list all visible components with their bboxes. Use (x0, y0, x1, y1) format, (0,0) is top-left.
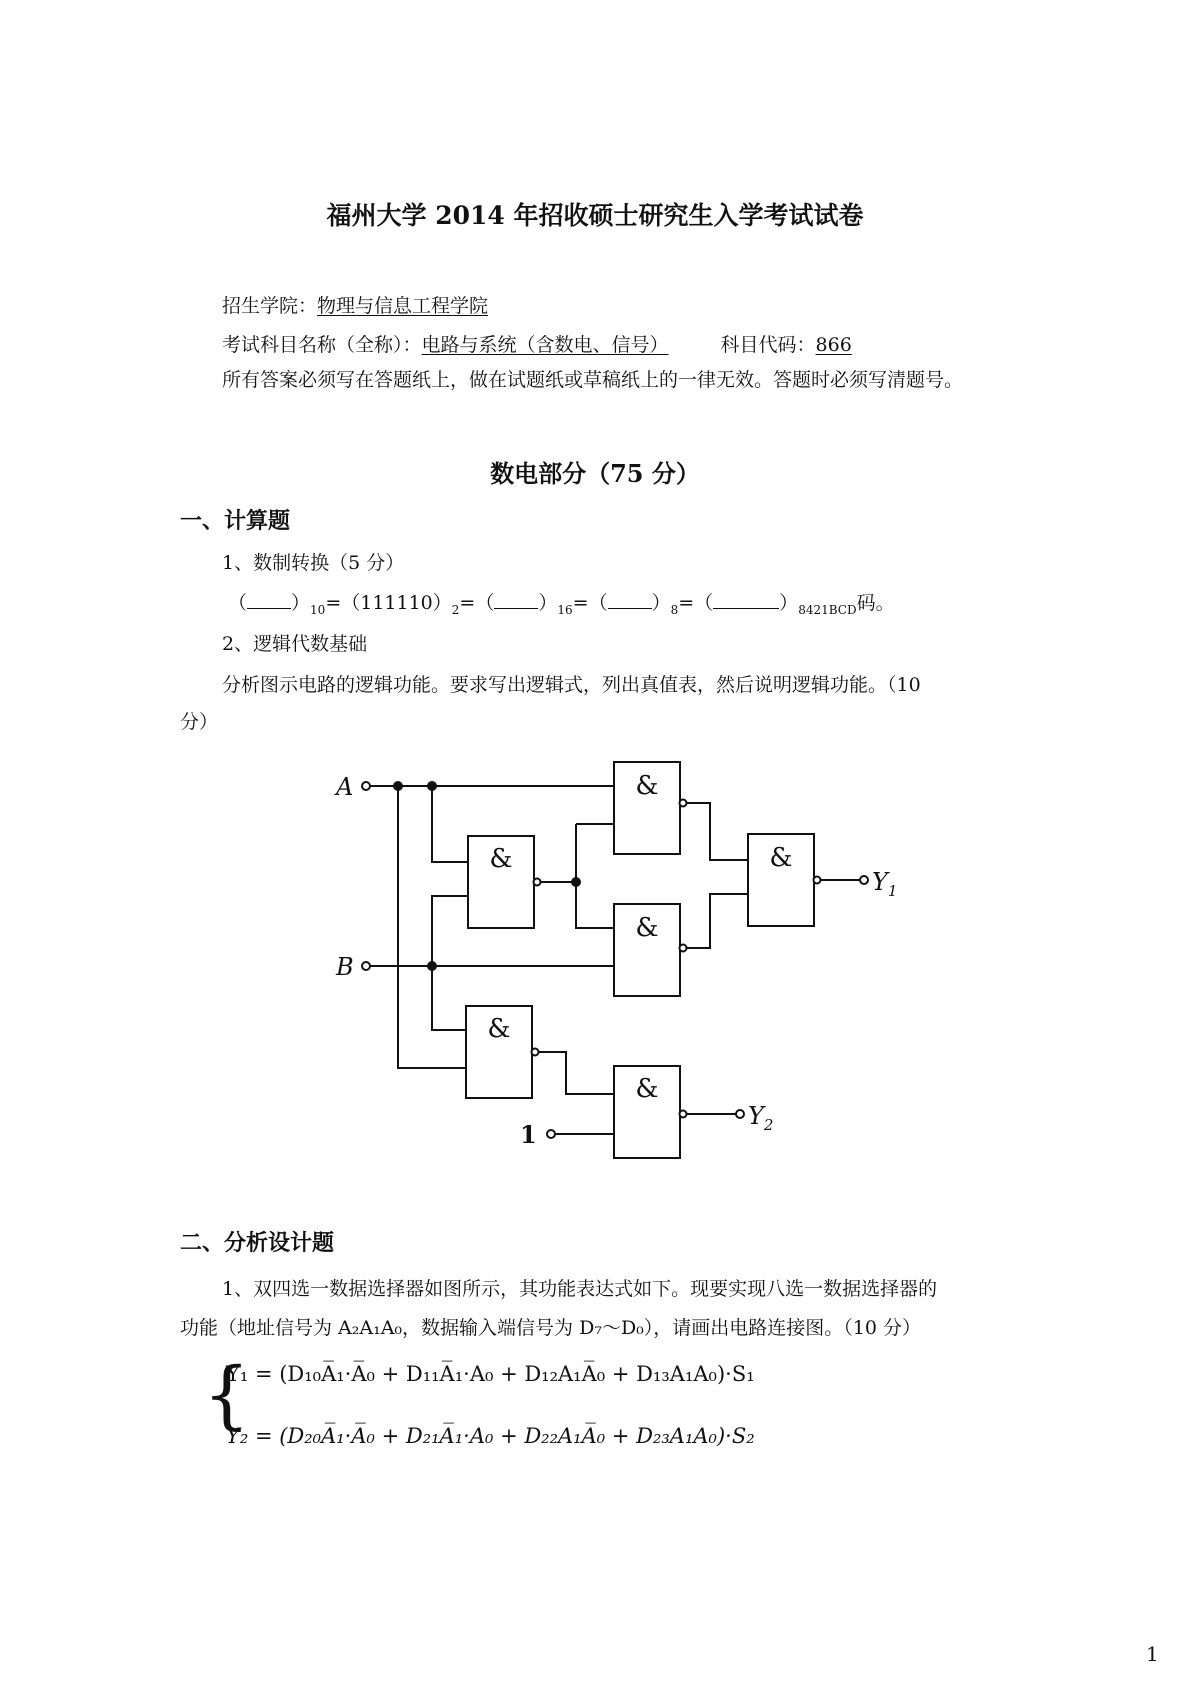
junction-mid (571, 877, 581, 887)
section1-heading: 一、计算题 (180, 508, 291, 534)
sub-10: 10 (310, 603, 326, 617)
s2-q1-line2: 功能（地址信号为 A₂A₁A₀，数据输入端信号为 D₇～D₀），请画出电路连接图。（10 分） (180, 1317, 922, 1339)
wire-lower-out (686, 894, 748, 948)
bubble-bottom-left (532, 1049, 539, 1056)
terminal-one (547, 1130, 555, 1138)
bubble-output2 (680, 1111, 687, 1118)
brace: { (203, 1352, 251, 1438)
label-y2: $Y_2$ (748, 1102, 774, 1134)
q2-text-line1: 分析图示电路的逻辑功能。要求写出逻辑式，列出真值表，然后说明逻辑功能。（10 (222, 674, 921, 696)
terminal-y2 (736, 1110, 744, 1118)
q1-title: 1、数制转换（5 分） (222, 552, 405, 574)
paren-open: （ (475, 592, 495, 614)
label-y1: $Y_1$ (872, 868, 898, 900)
wire-b-up (432, 896, 468, 966)
sub-2: 2 (451, 603, 460, 617)
paren-open: （ (228, 592, 248, 614)
page-number: 1 (1146, 1642, 1159, 1666)
wire-bl-out (538, 1052, 614, 1094)
gate-symbol: & (635, 771, 659, 801)
gate-symbol: & (635, 1074, 659, 1104)
paren-close: ） (538, 592, 558, 614)
sub-bcd: 8421BCD (798, 603, 857, 617)
wire-b-down (432, 966, 466, 1030)
paren-close: ） (651, 592, 671, 614)
wire-a-branch (432, 786, 468, 862)
q2-title: 2、逻辑代数基础 (222, 633, 368, 655)
terminal-y1 (860, 876, 868, 884)
gate-symbol: & (487, 1014, 511, 1044)
eq: = (572, 592, 589, 614)
wire-top-out (686, 803, 748, 860)
code-value: 866 (815, 334, 852, 356)
junction-a2 (427, 781, 437, 791)
eq: = (325, 592, 342, 614)
bubble-middle (534, 879, 541, 886)
s2-q1-line1: 1、双四选一数据选择器如图所示，其功能表达式如下。现要实现八选一数据选择器的 (222, 1278, 938, 1300)
part-title: 数电部分（75 分） (490, 459, 700, 488)
bubble-lower (680, 945, 687, 952)
code-label: 科目代码： (720, 334, 816, 356)
gate-symbol: & (635, 913, 659, 943)
sub-16: 16 (557, 603, 573, 617)
binary-value: （111110） (341, 592, 452, 614)
paren-open: （ (694, 592, 714, 614)
formula-y1: Y₁ = (D₁₀A̅₁·A̅₀ + D₁₁A̅₁·A₀ + D₁₂A₁A̅₀ + D₁₃A₁A₀)·S₁ (226, 1362, 755, 1386)
eq: = (459, 592, 476, 614)
subject-label: 考试科目名称（全称）： (222, 334, 422, 356)
label-one: 1 (520, 1120, 537, 1149)
wire-to-lower (576, 824, 614, 928)
label-a: A (336, 773, 354, 801)
junction-b (427, 961, 437, 971)
section2-heading: 二、分析设计题 (180, 1230, 335, 1256)
paren-close: ） (779, 592, 799, 614)
sub-8: 8 (670, 603, 679, 617)
school-value: 物理与信息工程学院 (317, 295, 489, 317)
subject-value: 电路与系统（含数电、信号） (421, 334, 669, 356)
bubble-output1 (814, 877, 821, 884)
junction-a1 (393, 781, 403, 791)
gate-symbol: & (769, 843, 793, 873)
page-title: 福州大学 2014 年招收硕士研究生入学考试试卷 (326, 201, 864, 230)
label-b: B (336, 953, 354, 981)
formula-tail: 码。 (856, 592, 895, 614)
terminal-b (362, 962, 370, 970)
formula-y2: Y₂ = (D₂₀A̅₁·A̅₀ + D₂₁A̅₁·A₀ + D₂₂A₁A̅₀ + D₂₃A₁A₀)·S₂ (226, 1424, 755, 1448)
eq: = (678, 592, 695, 614)
notice: 所有答案必须写在答题纸上，做在试题纸或草稿纸上的一律无效。答题时必须写清题号。 (222, 369, 964, 391)
q2-text-line2: 分） (180, 711, 219, 733)
bubble-top (680, 800, 687, 807)
gate-symbol: & (489, 844, 513, 874)
paren-close: ） (291, 592, 311, 614)
school-label: 招生学院： (222, 295, 318, 317)
terminal-a (362, 782, 370, 790)
paren-open: （ (588, 592, 608, 614)
